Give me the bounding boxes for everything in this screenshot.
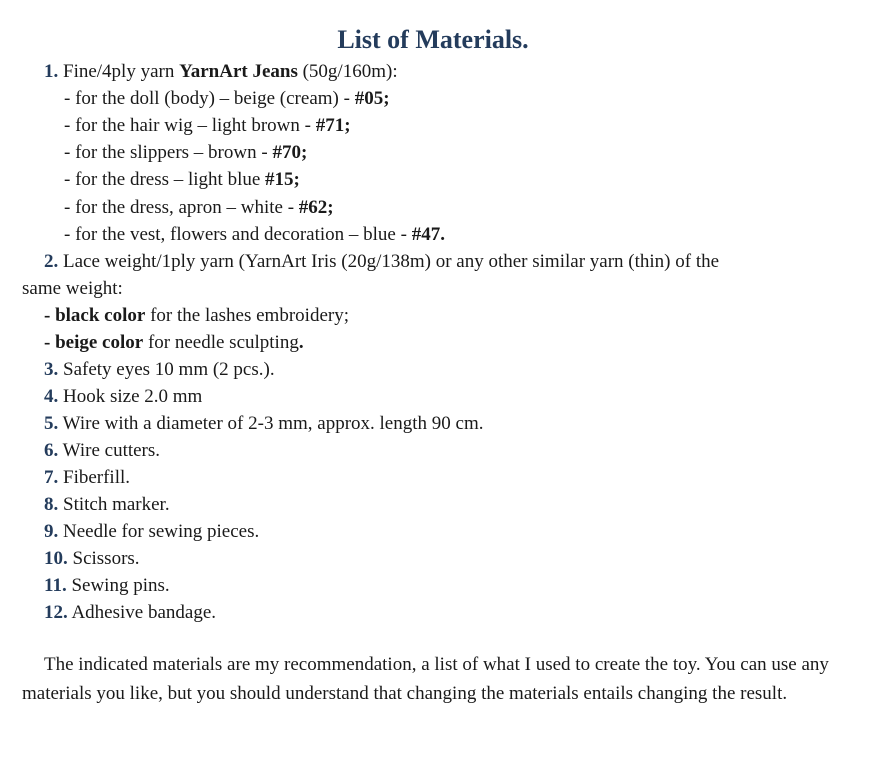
list-item	[44, 437, 160, 464]
item-text: Wire with a diameter of 2-3 mm, approx. length 90 cm.	[62, 413, 484, 434]
list-item	[44, 545, 140, 572]
item-text: same weight:	[22, 278, 123, 299]
item-number: 8.	[44, 494, 59, 515]
subitem-code: #62;	[298, 197, 334, 218]
item-bold-text: YarnArt Jeans	[179, 61, 298, 82]
subitem-bold-text: - black color	[44, 305, 146, 326]
list-subitem	[44, 302, 349, 329]
item-number: 2.	[44, 251, 59, 272]
subitem-text: - for the doll (body) – beige (cream) -	[64, 88, 355, 109]
page-title: List of Materials.	[337, 25, 529, 54]
item-number: 9.	[44, 521, 59, 542]
subitem-code: #05;	[354, 88, 390, 109]
item-text: Sewing pins.	[71, 575, 170, 596]
item-text: Wire cutters.	[62, 440, 161, 461]
list-subitem	[64, 166, 300, 193]
item-text: Lace weight/1ply yarn (YarnArt Iris (20g/138m) or any other similar yarn (thin) of the	[63, 251, 720, 272]
item-number: 12.	[44, 602, 68, 623]
closing-paragraph: The indicated materials are my recommendation, a list of what I used to create the toy. You can use any materials you like, but you should understand that changing the materials entails changing the result.	[22, 654, 829, 704]
item-text: Hook size 2.0 mm	[63, 386, 203, 407]
subitem-text: for needle sculpting	[143, 332, 299, 353]
item-text-suffix: (50g/160m):	[297, 61, 398, 82]
list-subitem	[64, 139, 307, 166]
item-text: Fine/4ply yarn	[63, 61, 180, 82]
list-item	[44, 410, 483, 437]
list-subitem	[64, 112, 351, 139]
list-item	[44, 248, 719, 275]
list-subitem	[64, 85, 390, 112]
subitem-text: - for the vest, flowers and decoration – blue -	[64, 224, 412, 245]
item-number: 10.	[44, 548, 68, 569]
item-number: 11.	[44, 575, 67, 596]
item-number: 7.	[44, 467, 59, 488]
subitem-code: #15;	[265, 169, 300, 190]
list-item	[44, 383, 202, 410]
item-number: 6.	[44, 440, 59, 461]
subitem-bold-text: - beige color	[44, 332, 144, 353]
item-number: 5.	[44, 413, 59, 434]
list-subitem	[44, 329, 304, 356]
subitem-code: #70;	[272, 142, 308, 163]
subitem-bold-period: .	[298, 332, 304, 353]
list-item	[44, 599, 216, 626]
item-number: 3.	[44, 359, 59, 380]
item-text: Scissors.	[72, 548, 140, 569]
subitem-text: - for the slippers – brown -	[64, 142, 273, 163]
subitem-code: #71;	[315, 115, 351, 136]
list-subitem	[64, 221, 445, 248]
item-text: Safety eyes 10 mm (2 pcs.).	[63, 359, 275, 380]
list-item	[44, 464, 130, 491]
subitem-text: - for the hair wig – light brown -	[64, 115, 316, 136]
list-item	[44, 491, 170, 518]
list-item	[44, 58, 398, 85]
list-subitem	[64, 194, 334, 221]
subitem-text: for the lashes embroidery;	[145, 305, 349, 326]
subitem-text: - for the dress, apron – white -	[64, 197, 299, 218]
item-number: 1.	[44, 61, 59, 82]
list-item	[44, 518, 259, 545]
item-text: Fiberfill.	[63, 467, 131, 488]
item-text: Stitch marker.	[63, 494, 170, 515]
list-item	[44, 356, 275, 383]
item-text: Adhesive bandage.	[71, 602, 217, 623]
item-number: 4.	[44, 386, 59, 407]
list-item	[44, 572, 170, 599]
item-text: Needle for sewing pieces.	[63, 521, 260, 542]
subitem-text: - for the dress – light blue	[64, 169, 266, 190]
subitem-code: #47.	[411, 224, 445, 245]
list-item-continuation	[22, 275, 123, 302]
